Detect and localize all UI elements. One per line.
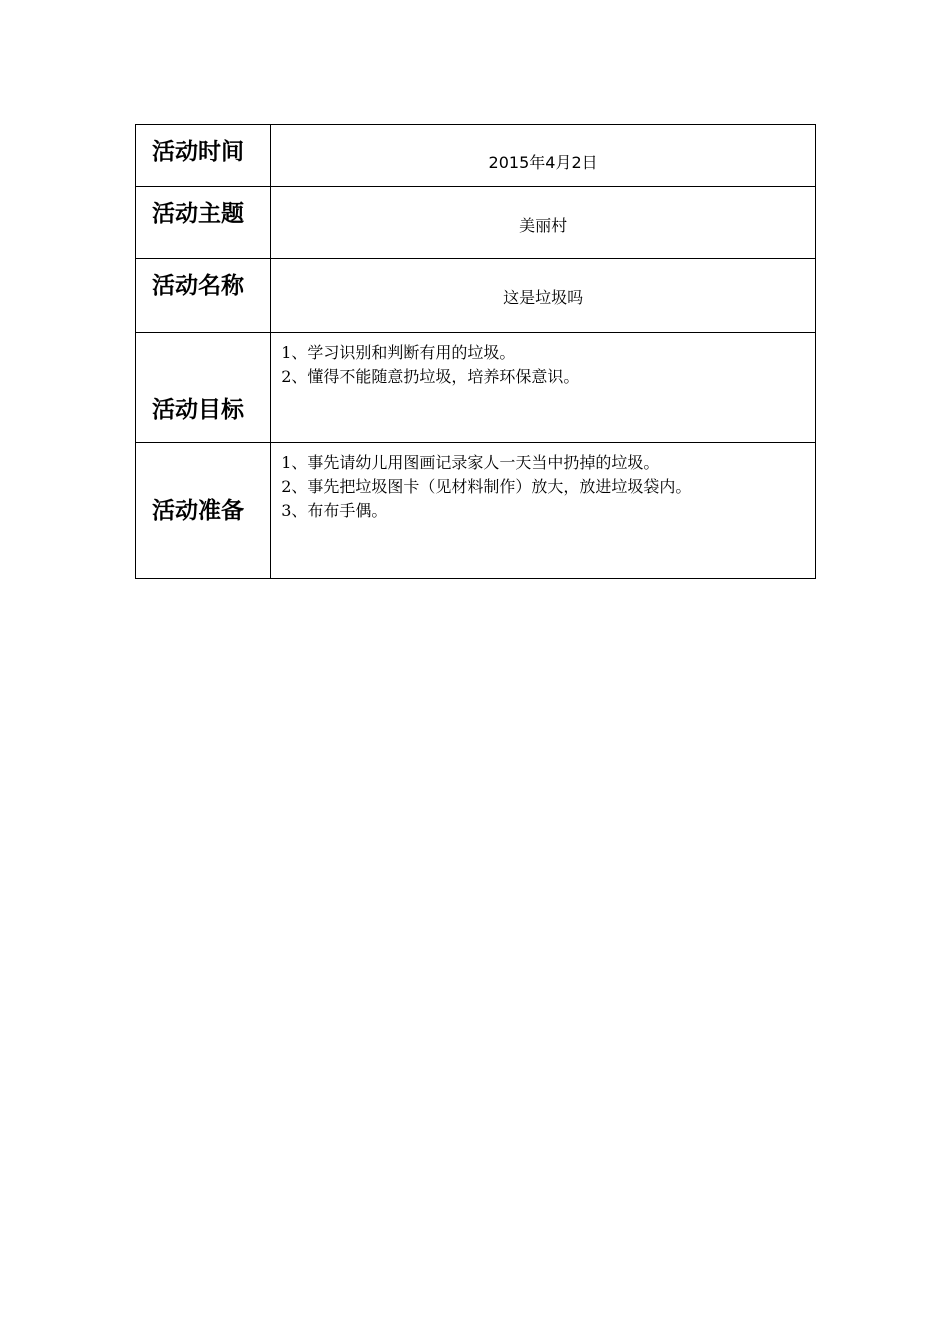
list-item: 1、事先请幼儿用图画记录家人一天当中扔掉的垃圾。: [281, 453, 660, 472]
list-item: 2、懂得不能随意扔垃圾，培养环保意识。: [281, 367, 580, 386]
table-row-goals: [136, 333, 816, 443]
value-activity-time: 2015年4月2日: [271, 125, 816, 187]
table-row-name: [136, 259, 816, 333]
value-activity-theme: 美丽村: [271, 187, 816, 259]
list-item: 1、学习识别和判断有用的垃圾。: [281, 343, 516, 362]
table-row-time: [136, 125, 816, 187]
value-activity-name: 这是垃圾吗: [271, 259, 816, 333]
table-row-preparation: [136, 443, 816, 579]
list-item: 2、事先把垃圾图卡（见材料制作）放大，放进垃圾袋内。: [281, 477, 692, 496]
label-activity-theme: 活动主题: [136, 187, 271, 259]
table-row-theme: [136, 187, 816, 259]
list-item: 3、布布手偶。: [281, 501, 388, 520]
activity-goals-list: [271, 333, 816, 443]
label-activity-name: 活动名称: [136, 259, 271, 333]
activity-preparation-list: [271, 443, 816, 579]
label-activity-preparation: 活动准备: [136, 443, 271, 579]
label-activity-time: 活动时间: [136, 125, 271, 187]
label-activity-goals: 活动目标: [136, 333, 271, 443]
activity-plan-table: [135, 124, 816, 579]
